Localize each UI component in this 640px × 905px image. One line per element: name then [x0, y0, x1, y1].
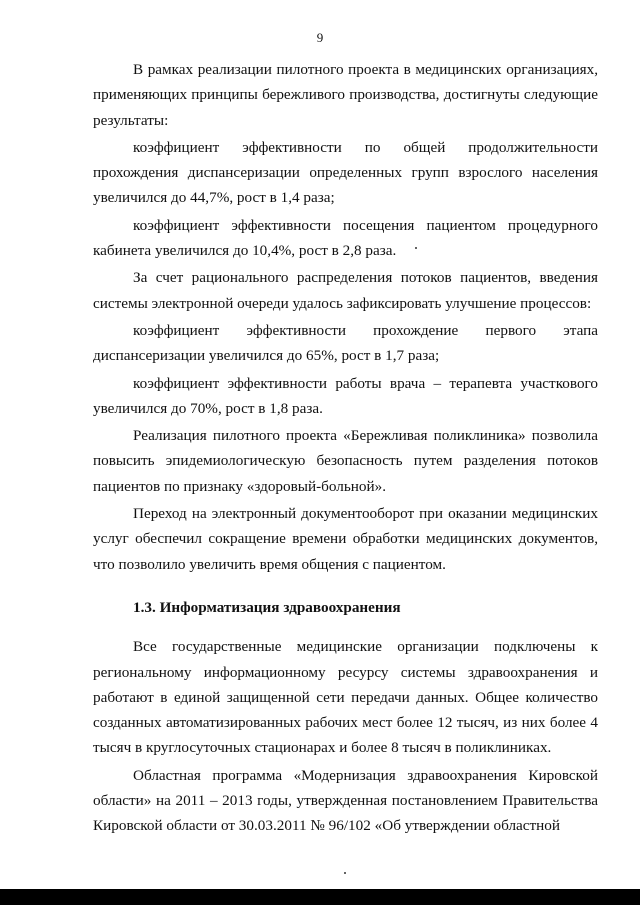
paragraph: Реализация пилотного проекта «Бережливая поликлиника» позволила повысить эпидемиологическую безопасность путем разделения потоков пациентов по признаку «здоровый-больной».: [93, 427, 598, 495]
section-heading: 1.3. Информатизация здравоохранения: [133, 598, 401, 616]
page-number: 9: [316, 30, 324, 45]
paragraph: Областная программа «Модернизация здравоохранения Кировской области» на 2011 – 2013 годы, утвержденная постановлением Правительства Кировской области от 30.03.2011 № 96/102 «Об утверждении областной: [93, 766, 598, 835]
paragraph: За счет рационального распределения потоков пациентов, введения системы электронной очереди удалось зафиксировать улучшение процессов:: [93, 269, 598, 312]
paragraph: коэффициент эффективности прохождение первого этапа диспансеризации увеличился до 65%, рост в 1,7 раза;: [93, 321, 598, 365]
paragraph: В рамках реализации пилотного проекта в медицинских организациях, применяющих принципы бережливого производства, достигнуты следующие результаты:: [93, 61, 598, 129]
paragraph: Все государственные медицинские организации подключены к региональному информационному ресурсу системы здравоохранения и работают в единой защищенной сети передачи данных. Общее количество созданных автоматизированных рабочих мест более 12 тысяч, из них более 4 тысяч в круглосуточных стационарах и более 8 тысяч в поликлиниках.: [93, 638, 598, 757]
scan-speck: [415, 247, 417, 249]
scan-speck: [344, 872, 346, 874]
scan-bottom-border: [0, 889, 640, 905]
paragraph: коэффициент эффективности работы врача – терапевта участкового увеличился до 70%, рост в 1,8 раза.: [93, 374, 598, 417]
paragraph: Переход на электронный документооборот при оказании медицинских услуг обеспечил сокращение времени обработки медицинских документов, что позволило увеличить время общения с пациентом.: [93, 505, 598, 573]
paragraph: коэффициент эффективности посещения пациентом процедурного кабинета увеличился до 10,4%, рост в 2,8 раза.: [93, 216, 598, 260]
document-body: [93, 57, 598, 839]
paragraph: коэффициент эффективности по общей продолжительности прохождения диспансеризации определенных групп взрослого населения увеличился до 44,7%, рост в 1,4 раза;: [93, 138, 598, 207]
